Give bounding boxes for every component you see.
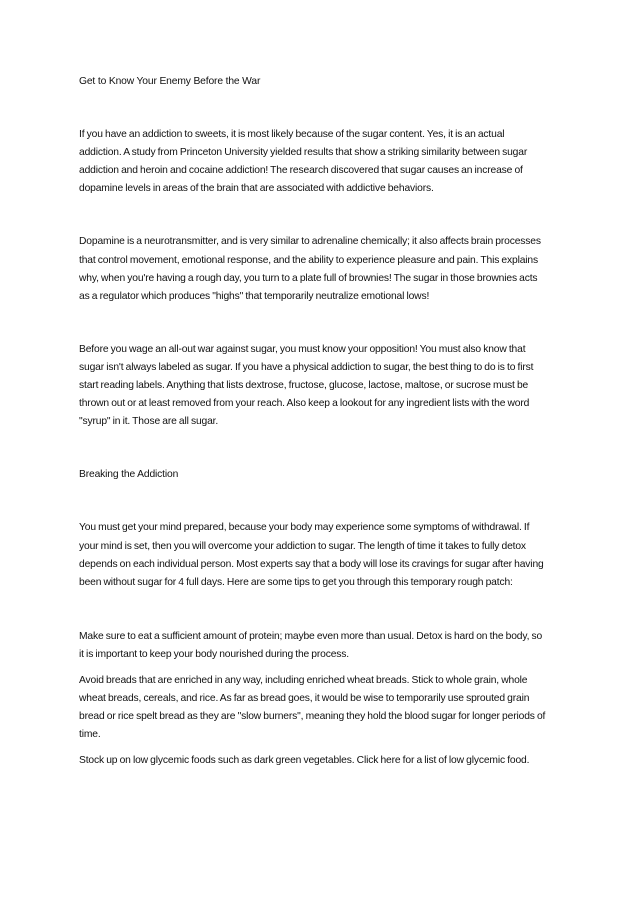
paragraph-withdrawal: You must get your mind prepared, because your body may experience some symptoms of withdrawal. If your mind is set, then you will overcome your addiction to sugar. The length of time it takes to fully detox depends on each individual person. Most experts say that a body will lose its cravings for sugar after having been without sugar for 4 full days. Here are some tips to get you through this temporary rough patch: [79, 522, 544, 588]
paragraph-labels: Before you wage an all-out war against sugar, you must know your opposition! You must also know that sugar isn't always labeled as sugar. If you have a physical addiction to sugar, the best thing to do is to first start reading labels. Anything that lists dextrose, fructose, glucose, lactose, maltose, or sucrose must be thrown out or at least removed from your reach. Also keep a lookout for any ingredient lists with the word "syrup" in it. Those are all sugar. [79, 343, 534, 428]
paragraph-sugar-addiction: If you have an addiction to sweets, it is most likely because of the sugar content. Yes, it is an actual addiction. A study from Princeton University yielded results that show a striking similarity between sugar addiction and heroin and cocaine addiction! The research discovered that sugar causes an increase of dopamine levels in areas of the brain that are associated with addictive behaviors. [79, 129, 528, 195]
paragraph-dopamine: Dopamine is a neurotransmitter, and is very similar to adrenaline chemically; it also affects brain processes that control movement, emotional response, and the ability to experience pleasure and pain. This explains why, when you're having a rough day, you turn to a plate full of brownies! The sugar in those brownies acts as a regulator which produces "highs" that temporarily neutralize emotional lows! [79, 236, 541, 302]
paragraph-protein-tip: Make sure to eat a sufficient amount of protein; maybe even more than usual. Detox is hard on the body, so it is important to keep your body nourished during the process. [79, 630, 543, 660]
section-heading-know-your-enemy: Get to Know Your Enemy Before the War [79, 76, 261, 87]
paragraph-breads-tip: Avoid breads that are enriched in any way, including enriched wheat breads. Stick to whole grain, whole wheat breads, cereals, and rice. As far as bread goes, it would be wise to temporarily use sprouted grain bread or rice spelt bread as they are "slow burners", meaning they hold the blood sugar for longer periods of time. [79, 674, 546, 741]
paragraph-glycemic-tip: Stock up on low glycemic foods such as dark green vegetables. Click here for a list of low glycemic food. [79, 755, 530, 767]
section-heading-breaking-addiction: Breaking the Addiction [79, 469, 179, 481]
document-page [79, 73, 549, 770]
